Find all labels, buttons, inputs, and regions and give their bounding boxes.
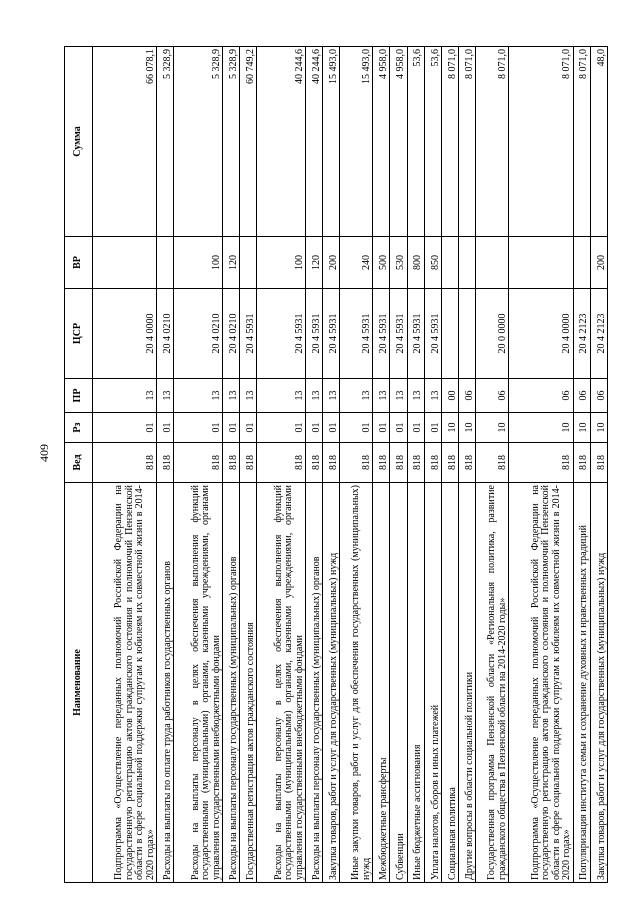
table-header-row [65, 47, 93, 883]
cell-ved: 818 [424, 443, 441, 483]
cell-sum: 15 493,0 [323, 47, 340, 237]
table-row [223, 47, 240, 883]
cell-sum: 8 071,0 [509, 47, 573, 237]
cell-ved: 818 [442, 443, 459, 483]
cell-ved: 818 [476, 443, 509, 483]
cell-vr: 240 [340, 237, 373, 289]
table-body [93, 47, 608, 883]
cell-name: Государственная программа Пензенской области «Региональная политика, развитие гражданского общества в Пензенской области на 2014-2020 годы» [476, 483, 509, 883]
cell-ved: 818 [459, 443, 476, 483]
cell-csr: 20 4 0000 [509, 289, 573, 379]
table-row [459, 47, 476, 883]
cell-vr: 120 [306, 237, 323, 289]
cell-rz: 01 [223, 413, 240, 443]
cell-csr: 20 4 5931 [323, 289, 340, 379]
cell-rz: 01 [340, 413, 373, 443]
budget-table [64, 46, 608, 883]
cell-rz: 01 [373, 413, 390, 443]
column-header-sum: Сумма [65, 47, 93, 237]
cell-sum: 5 328,9 [157, 47, 174, 237]
cell-ved: 818 [590, 443, 607, 483]
cell-vr: 850 [424, 237, 441, 289]
table-row [442, 47, 459, 883]
cell-csr: 20 4 2123 [590, 289, 607, 379]
cell-rz: 01 [257, 413, 306, 443]
cell-pr: 06 [573, 379, 590, 413]
cell-name: Иные бюджетные ассигнования [407, 483, 424, 883]
cell-rz: 10 [509, 413, 573, 443]
cell-vr: 500 [373, 237, 390, 289]
cell-vr [240, 237, 257, 289]
cell-rz: 10 [459, 413, 476, 443]
cell-name: Расходы на выплаты персоналу в целях обеспечения выполнения функций государственными (муниципальными) органами, казенными учреждениями, органами управления государственными внебюджетными фондами [257, 483, 306, 883]
cell-ved: 818 [373, 443, 390, 483]
cell-ved: 818 [306, 443, 323, 483]
cell-pr: 13 [424, 379, 441, 413]
cell-vr: 200 [590, 237, 607, 289]
cell-rz: 01 [157, 413, 174, 443]
cell-sum: 4 958,0 [390, 47, 407, 237]
cell-sum: 60 749,2 [240, 47, 257, 237]
cell-pr: 06 [590, 379, 607, 413]
cell-rz: 01 [240, 413, 257, 443]
cell-name: Расходы на выплаты персоналу государственных (муниципальных) органов [306, 483, 323, 883]
cell-vr [93, 237, 157, 289]
cell-rz: 01 [93, 413, 157, 443]
cell-csr [442, 289, 459, 379]
table-row [174, 47, 223, 883]
column-header-vr: ВР [65, 237, 93, 289]
cell-sum: 5 328,9 [223, 47, 240, 237]
table-row [257, 47, 306, 883]
cell-vr: 200 [323, 237, 340, 289]
table-row [573, 47, 590, 883]
column-header-csr: ЦСР [65, 289, 93, 379]
cell-name: Государственная регистрация актов гражданского состояния [240, 483, 257, 883]
cell-csr: 20 4 0210 [157, 289, 174, 379]
cell-pr: 00 [442, 379, 459, 413]
table-row [390, 47, 407, 883]
cell-pr: 13 [323, 379, 340, 413]
rotated-table-wrapper [64, 47, 608, 883]
cell-rz: 01 [306, 413, 323, 443]
cell-vr: 530 [390, 237, 407, 289]
cell-vr [157, 237, 174, 289]
cell-name: Социальная политика [442, 483, 459, 883]
table-row [424, 47, 441, 883]
cell-ved: 818 [157, 443, 174, 483]
cell-sum: 40 244,6 [306, 47, 323, 237]
cell-vr: 120 [223, 237, 240, 289]
cell-csr: 20 4 5931 [390, 289, 407, 379]
table-row [240, 47, 257, 883]
column-header-rz: Рз [65, 413, 93, 443]
column-header-pr: ПР [65, 379, 93, 413]
cell-csr: 20 4 5931 [306, 289, 323, 379]
cell-sum: 8 071,0 [459, 47, 476, 237]
cell-name: Подпрограмма «Осуществление переданных полномочий Российской Федерации на государственную регистрацию актов гражданского состояния и полномочий Пензенской области в сфере социальной поддержки супругам к юбилеям их совместной жизни в 2014-2020 годах» [509, 483, 573, 883]
page-number: 409 [37, 444, 51, 462]
cell-rz: 10 [573, 413, 590, 443]
cell-csr: 20 4 5931 [424, 289, 441, 379]
cell-csr: 20 4 5931 [240, 289, 257, 379]
cell-ved: 818 [93, 443, 157, 483]
cell-pr: 13 [407, 379, 424, 413]
cell-pr: 13 [240, 379, 257, 413]
cell-name: Субвенции [390, 483, 407, 883]
cell-rz: 01 [390, 413, 407, 443]
cell-ved: 818 [257, 443, 306, 483]
cell-ved: 818 [323, 443, 340, 483]
table-row [373, 47, 390, 883]
cell-pr: 06 [476, 379, 509, 413]
cell-vr: 800 [407, 237, 424, 289]
table-row [476, 47, 509, 883]
cell-pr: 06 [509, 379, 573, 413]
cell-pr: 13 [390, 379, 407, 413]
cell-csr: 20 4 5931 [340, 289, 373, 379]
cell-vr [476, 237, 509, 289]
cell-rz: 01 [323, 413, 340, 443]
table-row [93, 47, 157, 883]
cell-pr: 13 [257, 379, 306, 413]
cell-csr: 20 4 5931 [373, 289, 390, 379]
cell-rz: 10 [590, 413, 607, 443]
cell-vr [573, 237, 590, 289]
cell-vr: 100 [174, 237, 223, 289]
table-row [157, 47, 174, 883]
cell-sum: 40 244,6 [257, 47, 306, 237]
cell-csr: 20 0 0000 [476, 289, 509, 379]
cell-sum: 5 328,9 [174, 47, 223, 237]
cell-pr: 13 [93, 379, 157, 413]
table-row [340, 47, 373, 883]
cell-name: Межбюджетные трансферты [373, 483, 390, 883]
cell-sum: 48,0 [590, 47, 607, 237]
cell-name: Расходы на выплаты персоналу государственных (муниципальных) органов [223, 483, 240, 883]
cell-vr [459, 237, 476, 289]
cell-ved: 818 [407, 443, 424, 483]
cell-sum: 8 071,0 [573, 47, 590, 237]
cell-pr: 13 [223, 379, 240, 413]
cell-name: Подпрограмма «Осуществление переданных полномочий Российской Федерации на государственную регистрацию актов гражданского состояния и полномочий Пензенской области в сфере социальной поддержки супругам к юбилеям их совместной жизни в 2014-2020 годах» [93, 483, 157, 883]
table-row [509, 47, 573, 883]
column-header-name: Наименование [65, 483, 93, 883]
cell-csr: 20 4 5931 [257, 289, 306, 379]
cell-ved: 818 [340, 443, 373, 483]
table-row [407, 47, 424, 883]
cell-pr: 13 [340, 379, 373, 413]
cell-rz: 10 [442, 413, 459, 443]
cell-rz: 01 [407, 413, 424, 443]
cell-name: Популяризация института семьи и сохранение духовных и нравственных традиций [573, 483, 590, 883]
cell-csr: 20 4 0210 [223, 289, 240, 379]
cell-csr: 20 4 0210 [174, 289, 223, 379]
cell-sum: 4 958,0 [373, 47, 390, 237]
cell-csr: 20 4 2123 [573, 289, 590, 379]
cell-name: Закупка товаров, работ и услуг для государственных (муниципальных) нужд [323, 483, 340, 883]
cell-ved: 818 [390, 443, 407, 483]
cell-name: Расходы на выплаты по оплате труда работников государственных органов [157, 483, 174, 883]
table-row [306, 47, 323, 883]
cell-pr: 13 [157, 379, 174, 413]
cell-vr: 100 [257, 237, 306, 289]
cell-sum: 53,6 [407, 47, 424, 237]
cell-pr: 13 [306, 379, 323, 413]
cell-sum: 8 071,0 [476, 47, 509, 237]
cell-ved: 818 [174, 443, 223, 483]
cell-csr: 20 4 5931 [407, 289, 424, 379]
cell-sum: 53,6 [424, 47, 441, 237]
cell-vr [509, 237, 573, 289]
cell-sum: 15 493,0 [340, 47, 373, 237]
cell-sum: 8 071,0 [442, 47, 459, 237]
table-row [323, 47, 340, 883]
cell-name: Иные закупки товаров, работ и услуг для обеспечения государственных (муниципальных) нужд [340, 483, 373, 883]
column-header-ved: Вед [65, 443, 93, 483]
cell-name: Другие вопросы в области социальной политики [459, 483, 476, 883]
cell-vr [442, 237, 459, 289]
cell-pr: 13 [373, 379, 390, 413]
cell-ved: 818 [240, 443, 257, 483]
cell-ved: 818 [223, 443, 240, 483]
cell-csr [459, 289, 476, 379]
cell-name: Закупка товаров, работ и услуг для государственных (муниципальных) нужд [590, 483, 607, 883]
cell-ved: 818 [573, 443, 590, 483]
cell-pr: 13 [174, 379, 223, 413]
cell-rz: 01 [424, 413, 441, 443]
cell-pr: 06 [459, 379, 476, 413]
cell-rz: 10 [476, 413, 509, 443]
cell-ved: 818 [509, 443, 573, 483]
cell-sum: 66 078,1 [93, 47, 157, 237]
cell-name: Расходы на выплаты персоналу в целях обеспечения выполнения функций государственными (муниципальными) органами, казенными учреждениями, органами управления государственными внебюджетными фондами [174, 483, 223, 883]
table-row [590, 47, 607, 883]
cell-rz: 01 [174, 413, 223, 443]
cell-csr: 20 4 0000 [93, 289, 157, 379]
cell-name: Уплата налогов, сборов и иных платежей [424, 483, 441, 883]
